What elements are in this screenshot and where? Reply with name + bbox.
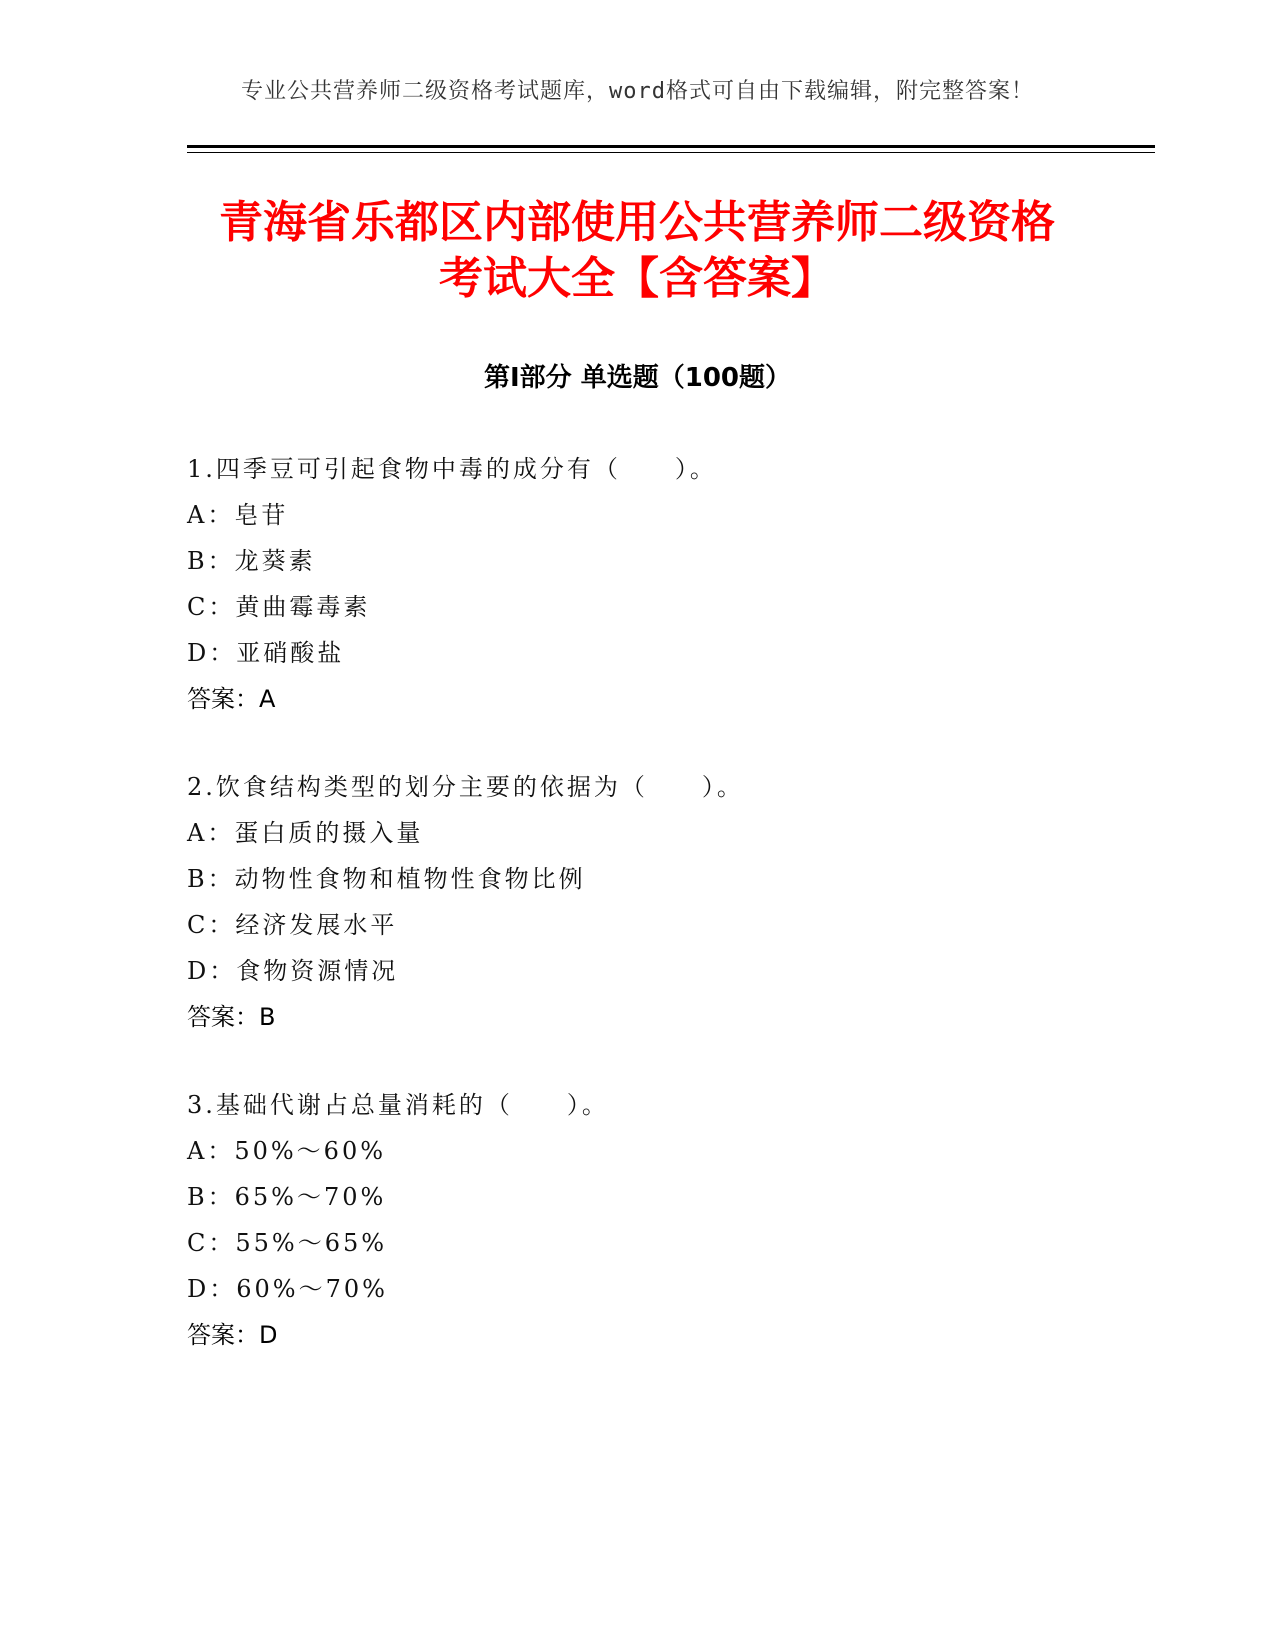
question-stem: 3.基础代谢占总量消耗的（ ）。 [187,1091,609,1119]
header-note: 专业公共营养师二级资格考试题库，word格式可自由下载编辑，附完整答案！ [241,79,1034,104]
option-a: A：蛋白质的摄入量 [187,819,424,847]
option-d: D：60%～70% [187,1275,388,1303]
section-title: 第Ⅰ部分 单选题（100题） [484,363,791,393]
answer: 答案：D [187,1321,278,1349]
option-a: A：50%～60% [187,1137,387,1165]
option-c: C：黄曲霉毒素 [187,593,371,621]
question-stem: 1.四季豆可引起食物中毒的成分有（ ）。 [187,455,717,483]
question-2 [187,764,1137,1040]
question-list [187,446,1137,1400]
option-b: B：动物性食物和植物性食物比例 [187,865,586,893]
question-3 [187,1082,1137,1358]
option-b: B：龙葵素 [187,547,316,575]
header-rule-thick [187,145,1155,148]
option-c: C：55%～65% [187,1229,388,1257]
option-d: D：亚硝酸盐 [187,639,345,667]
question-stem: 2.饮食结构类型的划分主要的依据为（ ）。 [187,773,744,801]
title-line-2: 考试大全【含答案】 [439,253,835,304]
option-d: D：食物资源情况 [187,957,399,985]
header-rule-thin [187,152,1155,153]
question-1 [187,446,1137,722]
option-c: C：经济发展水平 [187,911,398,939]
title-line-1: 青海省乐都区内部使用公共营养师二级资格 [219,197,1055,248]
answer: 答案：B [187,1003,276,1031]
option-b: B：65%～70% [187,1183,387,1211]
option-a: A：皂苷 [187,501,289,529]
answer: 答案：A [187,685,276,713]
document-title [187,195,1087,307]
